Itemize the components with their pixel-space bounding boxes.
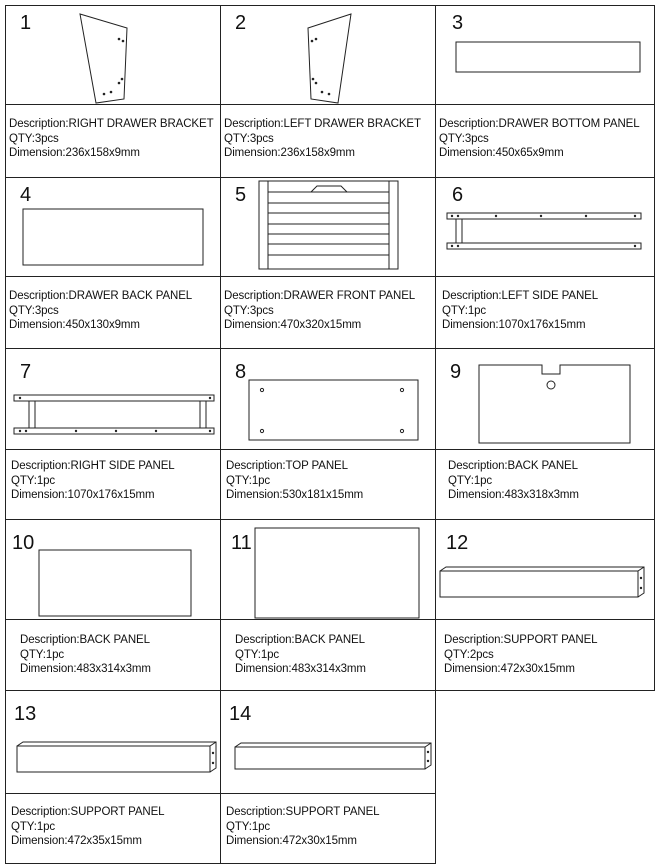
part-dimension: 472x30x15mm: [282, 835, 357, 847]
part-image-area: [6, 349, 220, 452]
part-dimension: 1070x176x15mm: [498, 319, 586, 331]
part-number: 1: [20, 12, 32, 34]
description-label: Description:: [444, 634, 504, 646]
part-image-area: [6, 178, 220, 279]
qty-label: QTY:: [224, 132, 250, 145]
part-image-area: [221, 691, 435, 796]
qty-label: QTY:: [224, 304, 250, 317]
part-number: 5: [235, 184, 247, 206]
part-cell-14: [220, 690, 436, 864]
part-cell-5: [220, 177, 436, 349]
description-label: Description:: [9, 118, 69, 130]
support-panel-drawing: [6, 691, 222, 796]
part-description: DRAWER BACK PANEL: [68, 290, 193, 302]
part-dimension: 530x181x15mm: [282, 489, 364, 501]
part-number: 14: [229, 703, 252, 725]
part-description-area: [221, 793, 435, 863]
part-number: 4: [20, 184, 32, 206]
qty-label: QTY:: [11, 474, 37, 487]
part-description-area: [436, 449, 654, 519]
part-image-area: [436, 178, 654, 279]
part-image-area: [436, 349, 654, 452]
part-description-area: [6, 449, 220, 519]
support-panel-drawing: [436, 520, 656, 622]
description-label: Description:: [226, 460, 286, 472]
part-cell-12: [435, 519, 655, 691]
part-qty: 3pcs: [249, 304, 274, 317]
part-qty: 1pc: [36, 474, 56, 487]
part-description-area: [6, 619, 220, 690]
dimension-label: Dimension:: [439, 147, 496, 159]
part-description: SUPPORT PANEL: [70, 806, 165, 818]
dimension-label: Dimension:: [20, 663, 77, 675]
qty-label: QTY:: [442, 304, 468, 317]
dimension-label: Dimension:: [9, 319, 66, 331]
right-drawer-bracket-drawing: [6, 6, 222, 107]
qty-label: QTY:: [444, 648, 470, 661]
description-label: Description:: [224, 118, 284, 130]
part-description: SUPPORT PANEL: [503, 634, 598, 646]
qty-label: QTY:: [20, 648, 46, 661]
part-description: BACK PANEL: [79, 634, 150, 646]
back-panel-drawing: [436, 349, 656, 452]
part-number: 6: [452, 184, 464, 206]
dimension-label: Dimension:: [444, 663, 501, 675]
drawer-bottom-panel-drawing: [436, 6, 656, 107]
back-panel-drawing: [6, 520, 222, 622]
dimension-label: Dimension:: [224, 319, 281, 331]
part-image-area: [6, 691, 220, 796]
drawer-back-panel-drawing: [6, 178, 222, 279]
part-image-area: [6, 520, 220, 622]
part-image-area: [221, 178, 435, 279]
part-description-area: [436, 619, 654, 690]
qty-label: QTY:: [9, 304, 35, 317]
part-number: 2: [235, 12, 247, 34]
dimension-label: Dimension:: [226, 835, 283, 847]
description-label: Description:: [11, 460, 71, 472]
qty-label: QTY:: [226, 474, 252, 487]
part-description-area: [221, 449, 435, 519]
part-cell-4: [5, 177, 221, 349]
qty-label: QTY:: [226, 820, 252, 833]
qty-label: QTY:: [9, 132, 35, 145]
part-qty: 1pc: [473, 474, 493, 487]
part-image-area: [221, 6, 435, 107]
part-description: RIGHT DRAWER BRACKET: [68, 118, 214, 130]
part-qty: 1pc: [45, 648, 65, 661]
part-cell-3: [435, 5, 655, 178]
part-number: 9: [450, 361, 462, 383]
part-description: LEFT SIDE PANEL: [501, 290, 599, 302]
dimension-label: Dimension:: [442, 319, 499, 331]
part-dimension: 483x314x3mm: [291, 663, 366, 675]
part-description-area: [6, 104, 220, 177]
part-image-area: [6, 6, 220, 107]
part-dimension: 470x320x15mm: [280, 319, 362, 331]
part-qty: 3pcs: [34, 304, 59, 317]
top-panel-drawing: [221, 349, 437, 452]
part-cell-6: [435, 177, 655, 349]
part-description: BACK PANEL: [294, 634, 365, 646]
part-description: DRAWER BOTTOM PANEL: [498, 118, 640, 130]
description-label: Description:: [235, 634, 295, 646]
part-dimension: 1070x176x15mm: [67, 489, 155, 501]
description-label: Description:: [11, 806, 71, 818]
dimension-label: Dimension:: [224, 147, 281, 159]
part-description-area: [221, 104, 435, 177]
qty-label: QTY:: [439, 132, 465, 145]
part-description: TOP PANEL: [285, 460, 348, 472]
part-image-area: [436, 520, 654, 622]
part-dimension: 483x314x3mm: [76, 663, 151, 675]
part-dimension: 450x130x9mm: [65, 319, 140, 331]
dimension-label: Dimension:: [448, 489, 505, 501]
part-qty: 1pc: [36, 820, 56, 833]
qty-label: QTY:: [235, 648, 261, 661]
part-cell-1: [5, 5, 221, 178]
part-description-area: [6, 793, 220, 863]
part-qty: 1pc: [260, 648, 280, 661]
part-number: 7: [20, 361, 32, 383]
part-cell-13: [5, 690, 221, 864]
part-dimension: 236x158x9mm: [65, 147, 140, 159]
dimension-label: Dimension:: [235, 663, 292, 675]
description-label: Description:: [439, 118, 499, 130]
back-panel-drawing: [221, 520, 437, 622]
part-image-area: [436, 6, 654, 107]
part-number: 10: [12, 532, 35, 554]
part-description: RIGHT SIDE PANEL: [70, 460, 175, 472]
description-label: Description:: [9, 290, 69, 302]
part-qty: 3pcs: [464, 132, 489, 145]
description-label: Description:: [226, 806, 286, 818]
part-cell-8: [220, 348, 436, 520]
part-description: SUPPORT PANEL: [285, 806, 380, 818]
drawer-front-panel-drawing: [221, 178, 437, 279]
part-number: 8: [235, 361, 247, 383]
part-number: 13: [14, 703, 37, 725]
part-description-area: [221, 276, 435, 348]
description-label: Description:: [20, 634, 80, 646]
qty-label: QTY:: [448, 474, 474, 487]
dimension-label: Dimension:: [226, 489, 283, 501]
part-dimension: 236x158x9mm: [280, 147, 355, 159]
part-qty: 1pc: [251, 820, 271, 833]
part-qty: 3pcs: [249, 132, 274, 145]
part-dimension: 483x318x3mm: [504, 489, 579, 501]
part-qty: 1pc: [251, 474, 271, 487]
description-label: Description:: [224, 290, 284, 302]
part-cell-2: [220, 5, 436, 178]
left-drawer-bracket-drawing: [221, 6, 437, 107]
support-panel-drawing: [221, 691, 437, 796]
part-dimension: 472x30x15mm: [500, 663, 575, 675]
part-description-area: [221, 619, 435, 690]
part-qty: 3pcs: [34, 132, 59, 145]
part-description-area: [436, 104, 654, 177]
part-qty: 1pc: [467, 304, 487, 317]
description-label: Description:: [442, 290, 502, 302]
part-description-area: [6, 276, 220, 348]
part-number: 3: [452, 12, 464, 34]
part-cell-11: [220, 519, 436, 691]
part-qty: 2pcs: [469, 648, 494, 661]
qty-label: QTY:: [11, 820, 37, 833]
part-cell-9: [435, 348, 655, 520]
part-description-area: [436, 276, 654, 348]
part-description: BACK PANEL: [507, 460, 578, 472]
part-description: DRAWER FRONT PANEL: [283, 290, 416, 302]
part-number: 11: [231, 532, 252, 554]
dimension-label: Dimension:: [11, 489, 68, 501]
description-label: Description:: [448, 460, 508, 472]
dimension-label: Dimension:: [11, 835, 68, 847]
part-description: LEFT DRAWER BRACKET: [283, 118, 421, 130]
part-dimension: 450x65x9mm: [495, 147, 564, 159]
dimension-label: Dimension:: [9, 147, 66, 159]
left-side-panel-drawing: [436, 178, 656, 279]
part-image-area: [221, 349, 435, 452]
part-number: 12: [446, 532, 469, 554]
part-image-area: [221, 520, 435, 622]
part-cell-10: [5, 519, 221, 691]
part-dimension: 472x35x15mm: [67, 835, 142, 847]
part-cell-7: [5, 348, 221, 520]
right-side-panel-drawing: [6, 349, 222, 452]
